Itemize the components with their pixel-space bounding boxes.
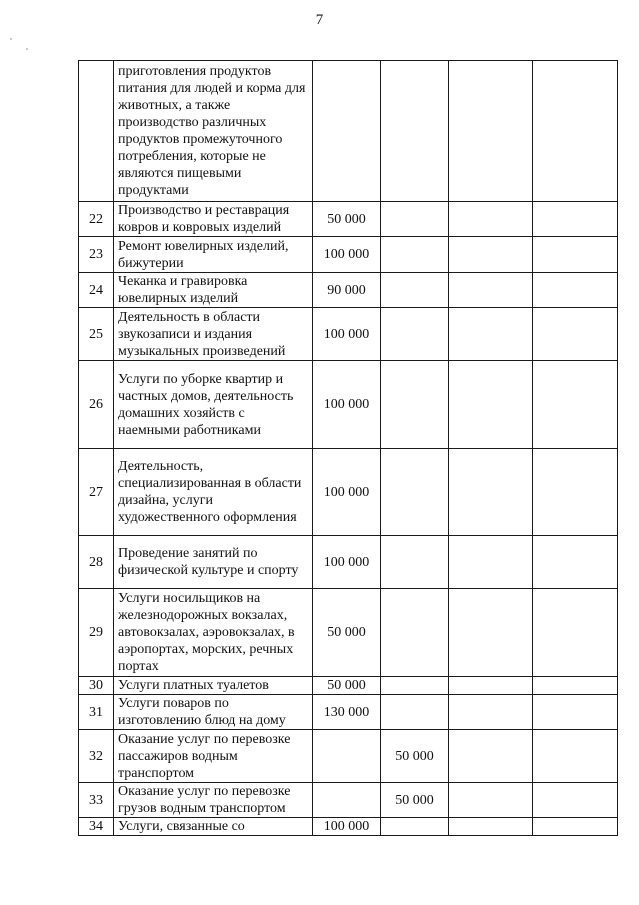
amount-cell-col-6 (533, 61, 618, 202)
amount-cell-col-3: 100 000 (313, 361, 381, 449)
amount-cell-col-6 (533, 361, 618, 449)
service-name-cell: Услуги носильщиков на железнодорожных вокзалах, автовокзалах, аэровокзалах, в аэропортах, морских, речных портах (114, 589, 313, 677)
table-row (79, 536, 618, 589)
row-number-cell: 22 (79, 202, 114, 237)
amount-cell-col-3: 100 000 (313, 237, 381, 273)
service-name-cell: Оказание услуг по перевозке пассажиров водным транспортом (114, 730, 313, 783)
table-row (79, 361, 618, 449)
amount-cell-col-5 (449, 449, 533, 536)
amount-cell-col-4 (381, 202, 449, 237)
row-number-cell: 24 (79, 273, 114, 308)
row-number-cell: 23 (79, 237, 114, 273)
scan-artifact-mark (26, 48, 28, 50)
amount-cell-col-5 (449, 783, 533, 818)
amount-cell-col-4 (381, 449, 449, 536)
row-number-cell: 32 (79, 730, 114, 783)
amount-cell-col-4 (381, 589, 449, 677)
row-number-cell: 30 (79, 677, 114, 695)
amount-cell-col-5 (449, 536, 533, 589)
table-row (79, 273, 618, 308)
table-row (79, 589, 618, 677)
amount-cell-col-6 (533, 730, 618, 783)
service-name-cell: Деятельность, специализированная в области дизайна, услуги художественного оформления (114, 449, 313, 536)
service-name-cell: Деятельность в области звукозаписи и издания музыкальных произведений (114, 308, 313, 361)
table-row (79, 237, 618, 273)
row-number-cell: 25 (79, 308, 114, 361)
service-name-cell: Услуги, связанные со (114, 818, 313, 836)
row-number-cell (79, 61, 114, 202)
amount-cell-col-5 (449, 202, 533, 237)
amount-cell-col-4 (381, 61, 449, 202)
amount-cell-col-5 (449, 730, 533, 783)
service-name-cell: приготовления продуктов питания для людей и корма для животных, а также производство различных продуктов промежуточного потребления, которые не являются пищевыми продуктами (114, 61, 313, 202)
service-name-cell: Проведение занятий по физической культуре и спорту (114, 536, 313, 589)
amount-cell-col-5 (449, 308, 533, 361)
row-number-cell: 27 (79, 449, 114, 536)
amount-cell-col-5 (449, 361, 533, 449)
amount-cell-col-6 (533, 783, 618, 818)
service-name-cell: Чеканка и гравировка ювелирных изделий (114, 273, 313, 308)
amount-cell-col-5 (449, 589, 533, 677)
amount-cell-col-5 (449, 695, 533, 730)
amount-cell-col-3 (313, 783, 381, 818)
amount-cell-col-6 (533, 449, 618, 536)
amount-cell-col-3: 90 000 (313, 273, 381, 308)
table-row (79, 695, 618, 730)
row-number-cell: 29 (79, 589, 114, 677)
amount-cell-col-4 (381, 237, 449, 273)
amount-cell-col-4 (381, 695, 449, 730)
row-number-cell: 28 (79, 536, 114, 589)
amount-cell-col-5 (449, 273, 533, 308)
amount-cell-col-5 (449, 237, 533, 273)
amount-cell-col-4 (381, 361, 449, 449)
amount-cell-col-5 (449, 677, 533, 695)
amount-cell-col-4: 50 000 (381, 730, 449, 783)
table-body (79, 61, 618, 836)
row-number-cell: 34 (79, 818, 114, 836)
amount-cell-col-6 (533, 536, 618, 589)
amount-cell-col-3: 50 000 (313, 202, 381, 237)
amount-cell-col-3: 130 000 (313, 695, 381, 730)
page-number: 7 (315, 12, 324, 28)
amount-cell-col-4: 50 000 (381, 783, 449, 818)
amount-cell-col-3 (313, 61, 381, 202)
amount-cell-col-4 (381, 308, 449, 361)
amount-cell-col-3: 50 000 (313, 677, 381, 695)
table-row (79, 61, 618, 202)
row-number-cell: 26 (79, 361, 114, 449)
amount-cell-col-3: 50 000 (313, 589, 381, 677)
amount-cell-col-6 (533, 589, 618, 677)
amount-cell-col-6 (533, 237, 618, 273)
service-name-cell: Ремонт ювелирных изделий, бижутерии (114, 237, 313, 273)
amount-cell-col-3: 100 000 (313, 308, 381, 361)
table-row (79, 449, 618, 536)
row-number-cell: 33 (79, 783, 114, 818)
amount-cell-col-5 (449, 61, 533, 202)
amount-cell-col-5 (449, 818, 533, 836)
amount-cell-col-3: 100 000 (313, 818, 381, 836)
table-row (79, 308, 618, 361)
amount-cell-col-4 (381, 818, 449, 836)
table-row (79, 677, 618, 695)
amount-cell-col-3: 100 000 (313, 536, 381, 589)
service-name-cell: Услуги платных туалетов (114, 677, 313, 695)
table-row (79, 730, 618, 783)
amount-cell-col-4 (381, 536, 449, 589)
amount-cell-col-6 (533, 308, 618, 361)
scan-artifact-mark (10, 38, 12, 40)
amount-cell-col-6 (533, 202, 618, 237)
amount-cell-col-4 (381, 273, 449, 308)
fee-table (78, 60, 618, 836)
amount-cell-col-3: 100 000 (313, 449, 381, 536)
amount-cell-col-3 (313, 730, 381, 783)
table-row (79, 783, 618, 818)
table-row (79, 202, 618, 237)
amount-cell-col-6 (533, 695, 618, 730)
service-name-cell: Услуги по уборке квартир и частных домов, деятельность домашних хозяйств с наемными работниками (114, 361, 313, 449)
service-name-cell: Оказание услуг по перевозке грузов водным транспортом (114, 783, 313, 818)
amount-cell-col-6 (533, 273, 618, 308)
amount-cell-col-6 (533, 677, 618, 695)
amount-cell-col-4 (381, 677, 449, 695)
service-name-cell: Услуги поваров по изготовлению блюд на дому (114, 695, 313, 730)
service-name-cell: Производство и реставрация ковров и ковровых изделий (114, 202, 313, 237)
amount-cell-col-6 (533, 818, 618, 836)
table-row (79, 818, 618, 836)
row-number-cell: 31 (79, 695, 114, 730)
